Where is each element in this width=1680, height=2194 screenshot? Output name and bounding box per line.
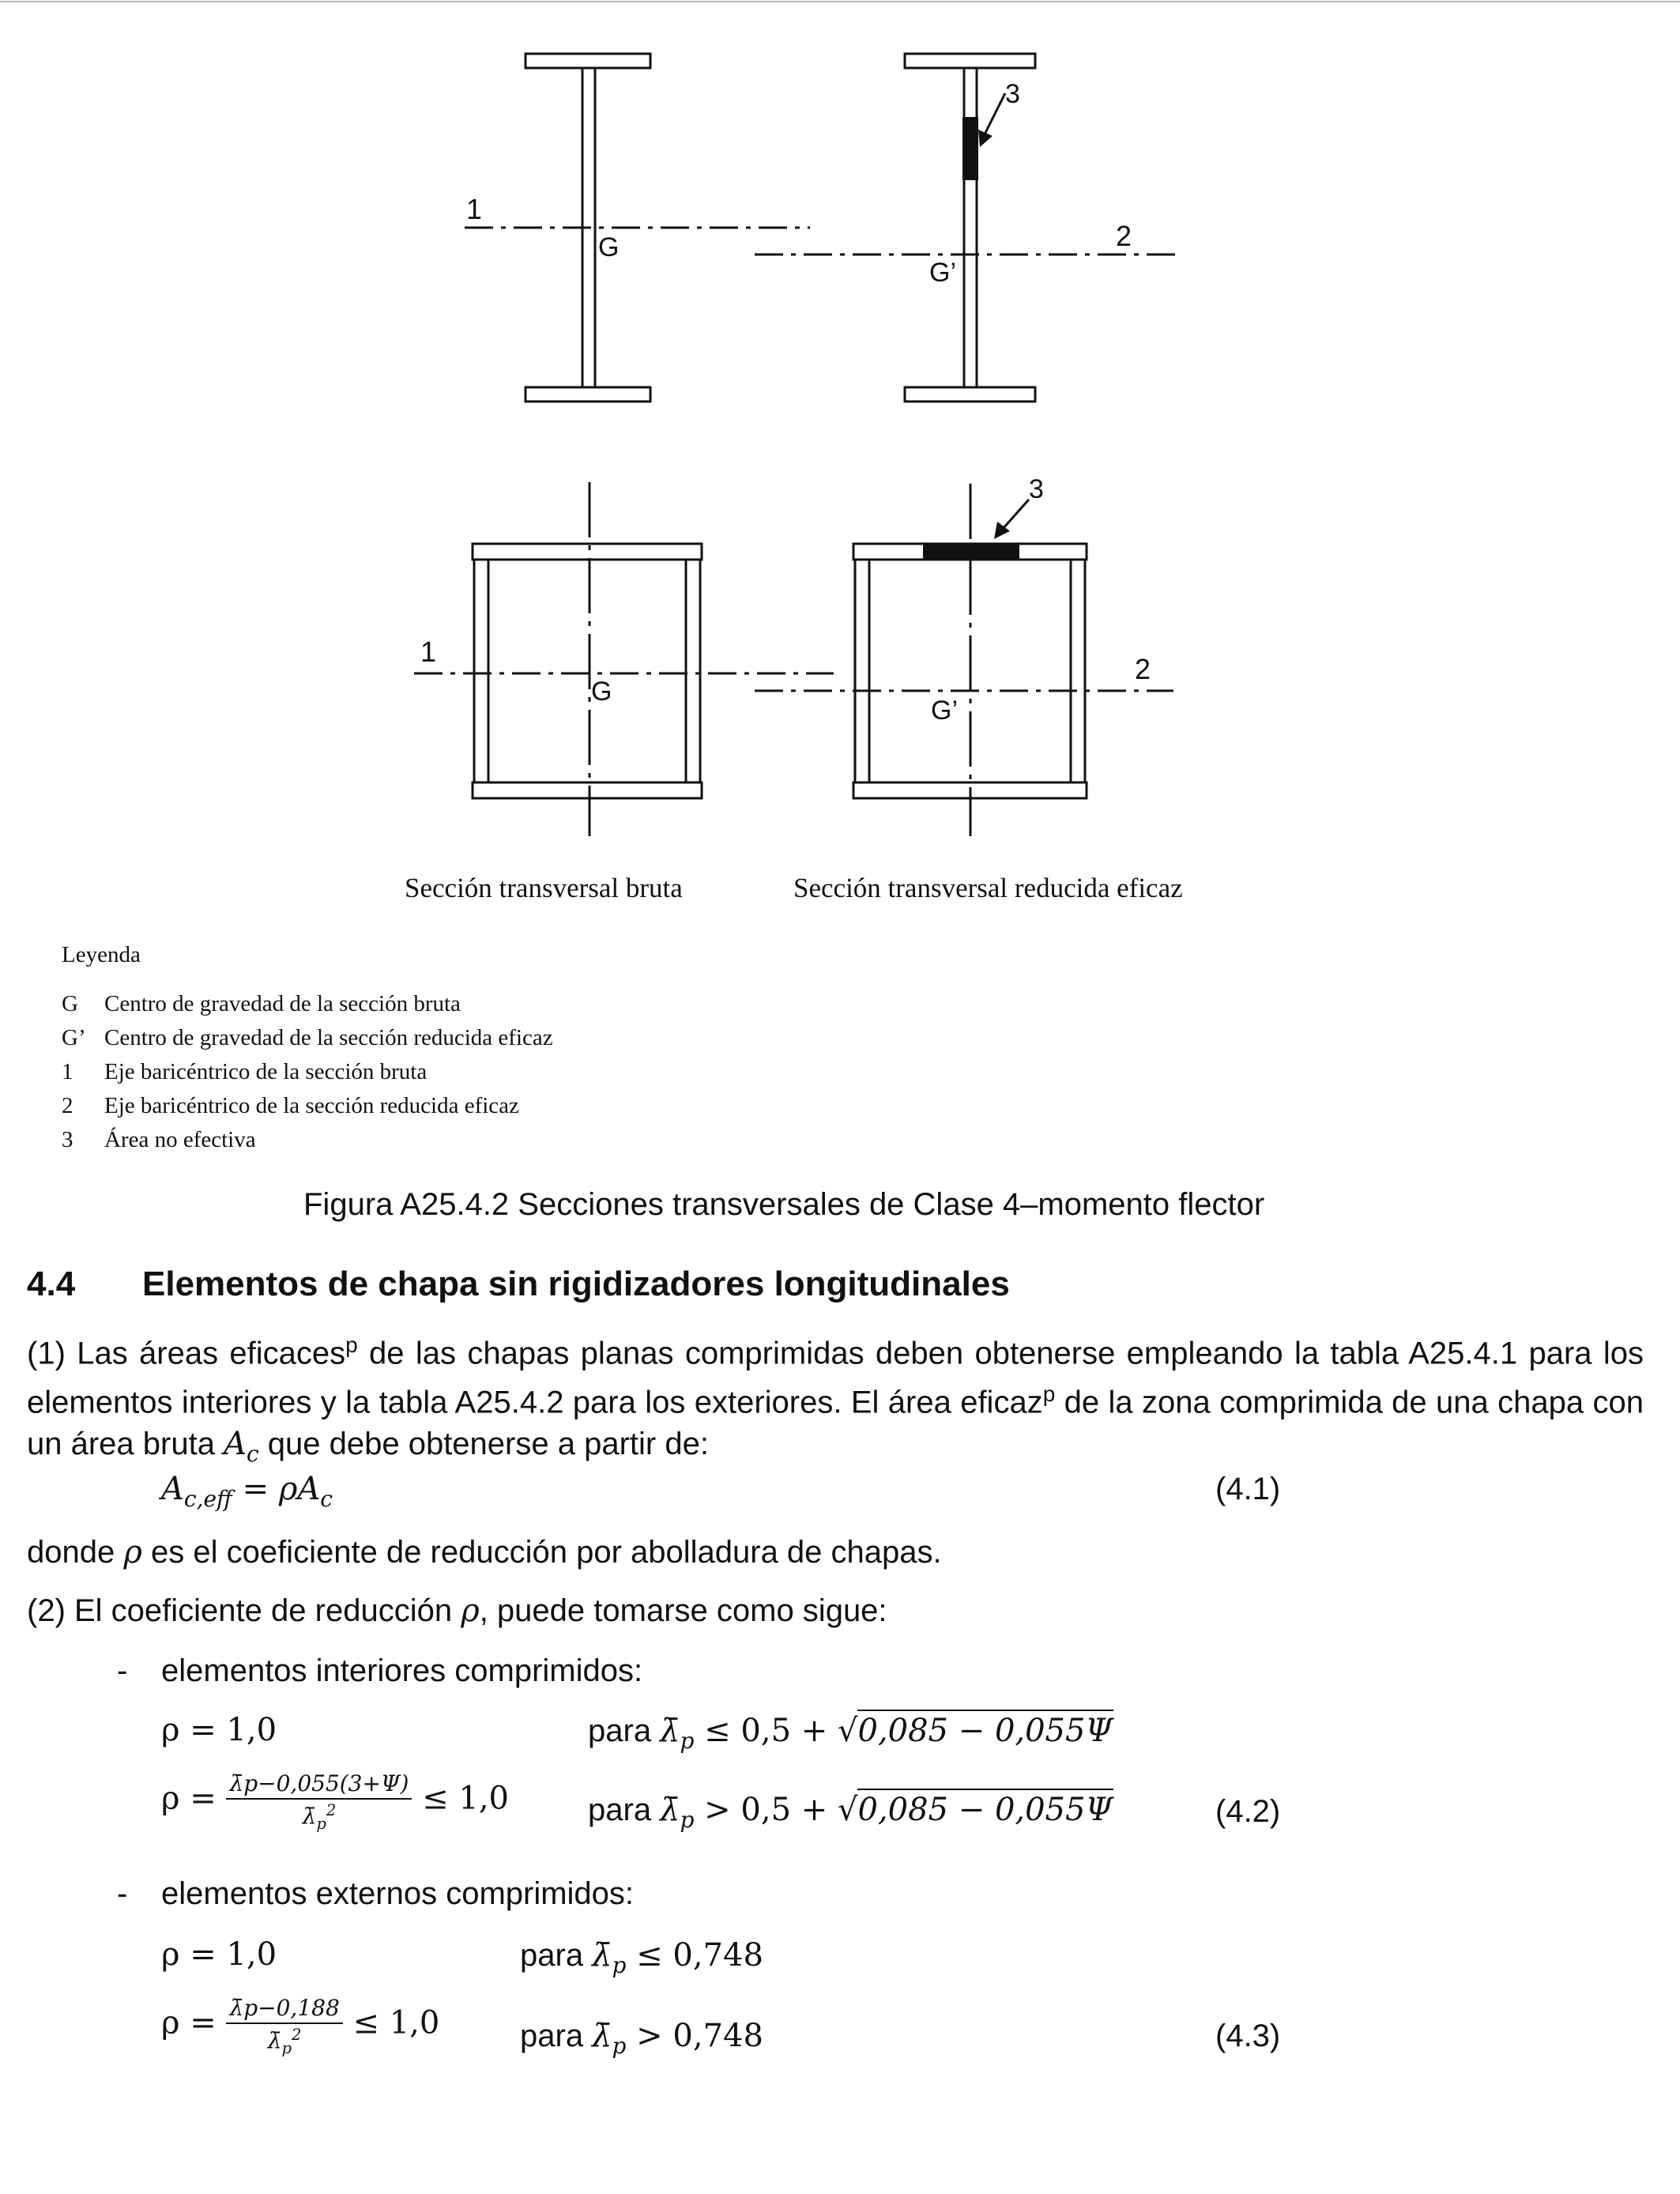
label-3-bottom: 3	[1029, 474, 1044, 504]
legend-text: Área no efectiva	[104, 1127, 256, 1152]
equation-number-4-2: (4.2)	[1215, 1794, 1281, 1829]
equation-number-4-3: (4.3)	[1215, 2019, 1281, 2053]
figure-caption: Figura A25.4.2 Secciones transversales de Clase 4–momento flector	[303, 1187, 1265, 1222]
equation-4-2b-lhs: ρ = $\frac{\lambdāp-0,055(3+\Psi)}{\lambdā_p^2}$ ≤ 1,0	[161, 1770, 509, 1833]
legend-key: 2	[62, 1093, 73, 1118]
cross-section-figure	[0, 0, 1680, 917]
legend-text: Eje baricéntrico de la sección reducida eficaz	[104, 1093, 519, 1118]
label-G-prime-bottom: G’	[931, 696, 958, 726]
section-number: 4.4	[27, 1265, 76, 1303]
equation-4-1: $A_{c,eff} = \rho A_c$	[161, 1471, 333, 1512]
label-axis-1-bottom: 1	[420, 635, 437, 668]
legend-key: 1	[62, 1059, 73, 1084]
label-G-prime-top: G’	[929, 258, 956, 288]
legend-title: Leyenda	[62, 942, 141, 967]
label-G-bottom: G	[591, 677, 612, 707]
legend-text: Eje baricéntrico de la sección bruta	[104, 1059, 428, 1084]
paragraph-2: (2) El coeficiente de reducción ρ, puede tomarse como sigue:	[27, 1593, 887, 1629]
legend-key: G	[62, 991, 78, 1016]
non-effective-area-web	[962, 117, 978, 180]
label-3-top: 3	[1005, 79, 1020, 109]
equation-4-3b-lhs: ρ = $\frac{\lambdāp-0,188}{\lambdā_p^2}$ ≤ 1,0	[161, 1995, 440, 2057]
equation-4-2b-condition: para $\lambdā_p > 0,5 + √0,085 - 0,055\Psi$	[588, 1791, 1113, 1833]
label-axis-1-top: 1	[466, 193, 483, 225]
legend-text: Centro de gravedad de la sección reducida eficaz	[104, 1025, 553, 1050]
legend-key: 3	[62, 1127, 73, 1152]
bullet-interior-text: elementos interiores comprimidos:	[161, 1653, 643, 1688]
box-section-gross	[473, 544, 702, 798]
label-axis-2-top: 2	[1116, 220, 1132, 252]
bullet-dash: -	[117, 1653, 128, 1688]
paragraph-1: (1) Las áreas eficaces$^p$ de las chapas planas comprimidas deben obtenerse empleando la tabla A25.4.1 para los elementos interiores y la tabla A25.4.2 para los exteriores. El área eficaz$^p$ de la zona comprimida de una chapa con un área bruta $A_c$ que debe obtenerse a partir de:	[27, 1333, 1644, 1467]
equation-number-4-1: (4.1)	[1215, 1472, 1281, 1506]
label-axis-2-bottom: 2	[1135, 653, 1151, 685]
section-title: Elementos de chapa sin rigidizadores longitudinales	[142, 1265, 1010, 1303]
equation-4-2a-condition: para $\lambdā_p \le 0,5 + √0,085 - 0,055\Psi$	[588, 1712, 1113, 1754]
legend-key: G’	[62, 1025, 86, 1050]
donde-text: donde ρ es el coeficiente de reducción por abolladura de chapas.	[27, 1534, 942, 1570]
equation-4-3a-condition: para $\lambdā_p \le 0,748$	[520, 1937, 763, 1978]
bullet-exterior-text: elementos externos comprimidos:	[161, 1876, 635, 1911]
bullet-dash: -	[117, 1876, 128, 1911]
label-G-top: G	[598, 232, 620, 262]
caption-gross-section: Sección transversal bruta	[405, 873, 683, 903]
equation-4-3a-lhs: ρ = 1,0	[161, 1936, 277, 1973]
equation-4-3b-condition: para $\lambdā_p > 0,748$	[520, 2018, 763, 2059]
legend-text: Centro de gravedad de la sección bruta	[104, 991, 461, 1016]
caption-effective-section: Sección transversal reducida eficaz	[793, 873, 1183, 903]
equation-4-2a-lhs: ρ = 1,0	[161, 1712, 277, 1748]
